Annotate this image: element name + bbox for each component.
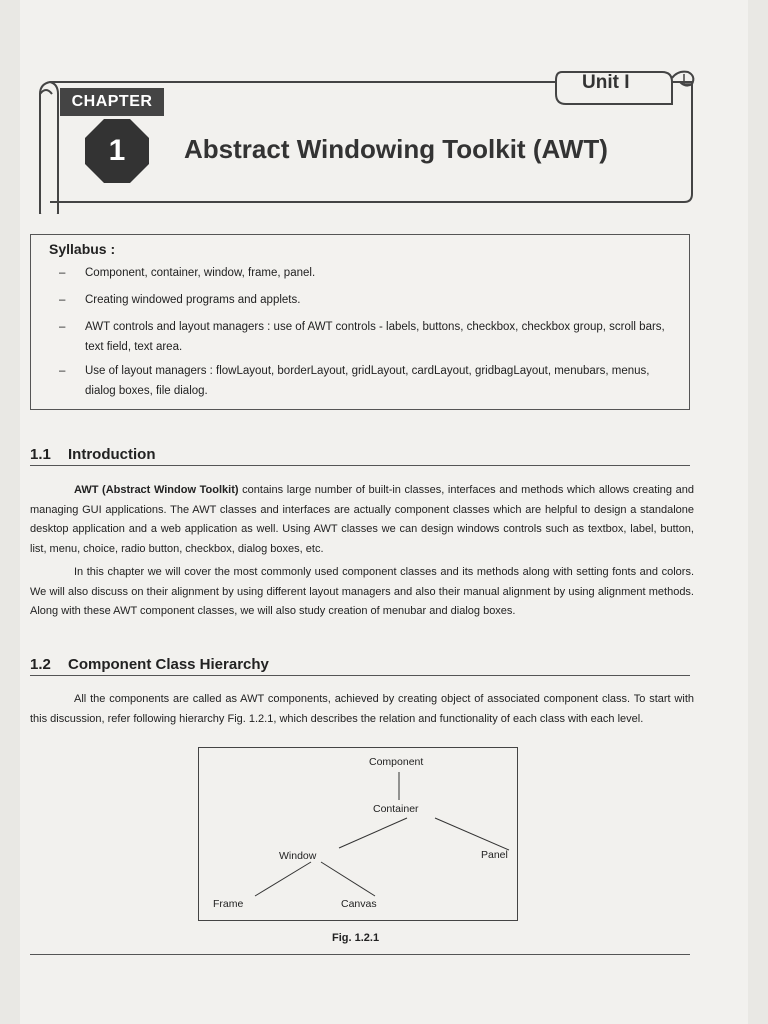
- node-canvas: Canvas: [341, 898, 377, 910]
- syllabus-box: [30, 234, 690, 410]
- dash-bullet: –: [59, 294, 66, 306]
- unit-label: Unit I: [582, 72, 630, 93]
- chapter-number: 1: [108, 134, 126, 167]
- syllabus-item: – AWT controls and layout managers : use of AWT controls - labels, buttons, checkbox, checkbox group, scroll bars, text field, text area.: [59, 317, 675, 357]
- node-panel: Panel: [481, 849, 508, 861]
- syllabus-item: – Component, container, window, frame, panel.: [59, 263, 675, 283]
- dash-bullet: –: [59, 321, 66, 333]
- node-frame: Frame: [213, 898, 244, 910]
- bottom-divider: [30, 954, 690, 955]
- node-component: Component: [369, 756, 424, 768]
- dash-bullet: –: [59, 267, 66, 279]
- section-heading-component-class-hierarchy: 1.2 Component Class Hierarchy: [30, 656, 690, 676]
- hierarchy-paragraph: All the components are called as AWT components, achieved by creating object of associated component class. To start with this discussion, refer following hierarchy Fig. 1.2.1, which describes the relation and functionality of each class with each level.: [30, 693, 694, 725]
- figure-caption: Fig. 1.2.1: [332, 932, 380, 944]
- chapter-title: Abstract Windowing Toolkit (AWT): [184, 134, 608, 164]
- intro-paragraph-1: AWT (Abstract Window Toolkit) contains large number of built-in classes, interfaces and methods which allows creating and managing GUI applications. The AWT classes and interfaces are actually component classes which are helpful to design a standalone desktop application and a web application as well. Using AWT classes we can design windows controls such as textbox, label, button, list, menu, choice, radio button, checkbox, dialog boxes, etc.: [30, 484, 694, 555]
- syllabus-title: Syllabus :: [49, 241, 116, 257]
- section-heading-introduction: 1.1 Introduction: [30, 446, 690, 466]
- page: [20, 0, 748, 1024]
- chapter-label: CHAPTER: [60, 88, 164, 116]
- dash-bullet: –: [59, 365, 66, 377]
- hierarchy-diagram: [198, 747, 518, 921]
- syllabus-item: – Creating windowed programs and applets.: [59, 290, 675, 310]
- node-window: Window: [279, 850, 317, 862]
- hierarchy-edges: [199, 748, 519, 922]
- node-container: Container: [373, 803, 419, 815]
- intro-paragraph-2: In this chapter we will cover the most commonly used component classes and its methods along with setting fonts and colors. We will also discuss on their alignment by using different layout managers and also their manual alignment by using alignment methods. Along with these AWT component classes, we will also study creation of menubar and dialog boxes.: [30, 566, 694, 617]
- syllabus-item: – Use of layout managers : flowLayout, borderLayout, gridLayout, cardLayout, gridbagLayout, menubars, menus, dialog boxes, file dialog.: [59, 361, 675, 401]
